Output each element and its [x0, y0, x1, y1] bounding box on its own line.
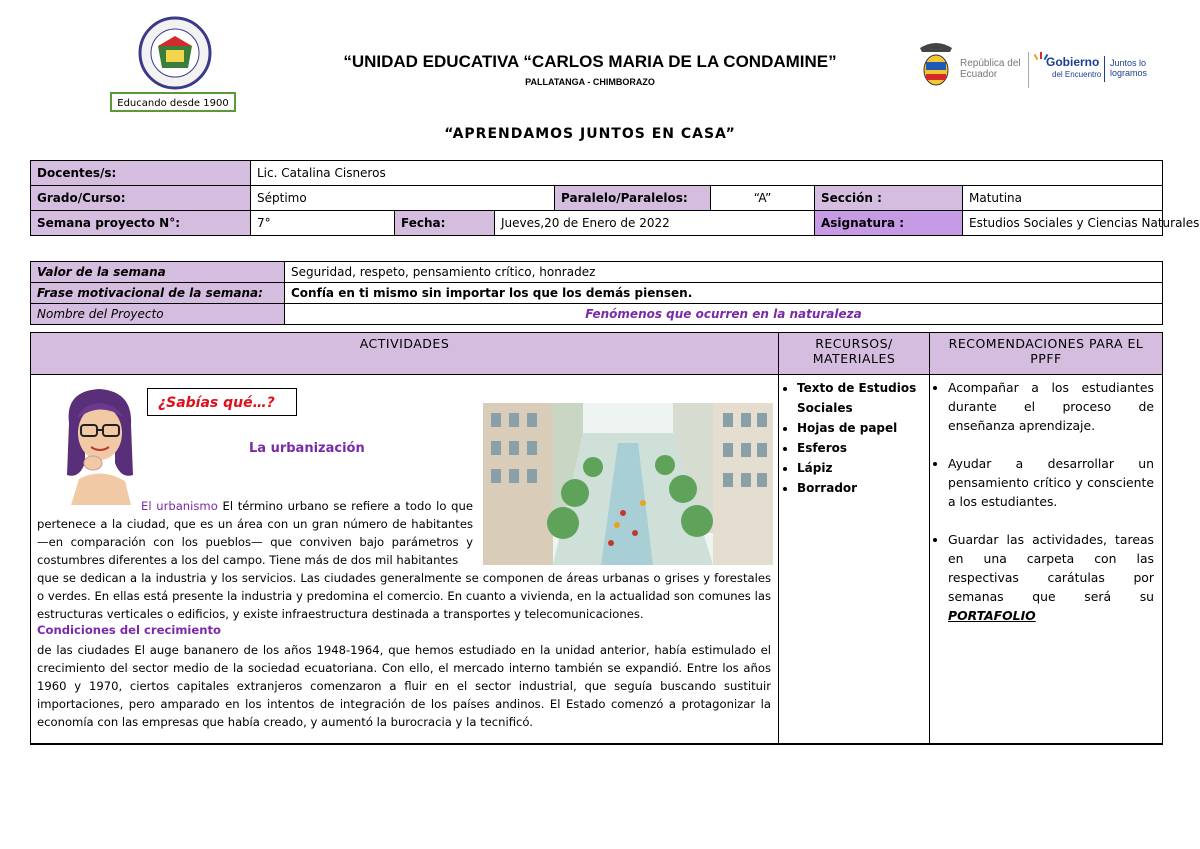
- divider: [1104, 56, 1105, 82]
- docentes-value: Lic. Catalina Cisneros: [251, 161, 1163, 186]
- recursos-header: RECURSOS/ MATERIALES: [779, 333, 930, 375]
- grado-label: Grado/Curso:: [31, 186, 251, 211]
- lesson-title: La urbanización: [249, 441, 365, 456]
- docentes-label: Docentes/s:: [31, 161, 251, 186]
- urbanization-paragraph: que se dedican a la industria y los servicios. Las ciudades generalmente se componen de áreas urbanas o grises y forestales o verdes. En ellas está presente la industria y predomina el comercio. En cuanto a vivienda, en la actualidad son comunes las estructuras verticales o edificios, y existe infraestructura destinada a transportes y telecomunicaciones.: [37, 571, 771, 621]
- divider: [1028, 52, 1029, 88]
- intro-paragraph: El término urbano se refiere a todo lo que pertenece a la ciudad, que es un área con un gran número de habitantes —en comparación con los pueblos— que conviven bajo parámetros y costumbres diferentes a los del campo. Tiene más de dos mil habitantes: [37, 499, 473, 567]
- nombre-label: Nombre del Proyecto: [31, 304, 285, 325]
- conditions-title: Condiciones del crecimiento: [37, 623, 222, 637]
- resource-item: • Esferos: [797, 438, 925, 458]
- fecha-label: Fecha:: [395, 211, 495, 236]
- recommendations-list: [930, 375, 1162, 625]
- fecha-value: Jueves,20 de Enero de 2022: [495, 211, 815, 236]
- juntos-label: Juntos lo logramos: [1110, 58, 1148, 78]
- project-table: [30, 261, 1163, 325]
- sabias-que-box: ¿Sabías qué…?: [147, 388, 297, 416]
- school-location: PALLATANGA - CHIMBORAZO: [525, 77, 655, 87]
- gobierno-label: Gobierno: [1046, 55, 1100, 69]
- page-subtitle: “APRENDAMOS JUNTOS EN CASA”: [444, 126, 736, 142]
- recommendation-item: [948, 530, 1154, 625]
- resources-cell: [779, 375, 930, 745]
- conditions-paragraph: de las ciudades El auge bananero de los años 1948-1964, que hemos estudiado en la unidad anterior, había estimulado el crecimiento del sector medio de la sociedad ecuatoriana. Con ello, el mercado interno también se expandió. Entre los años 1960 y 1970, ciertos capitales extranjeros comenzaron a fluir en el sector industrial, que seguía buscando sustituir importaciones, pero amparado en los intentos de integración de los países andinos. El Estado comenzó a protagonizar la economía con las empresas que había creado, y aumentó la burocracia y la tecnificó.: [37, 643, 771, 729]
- resource-item: • Texto de Estudios Sociales: [797, 378, 925, 418]
- semana-value: 7°: [251, 211, 395, 236]
- recommendations-cell: [930, 375, 1163, 745]
- actividades-header: ACTIVIDADES: [31, 333, 779, 375]
- teacher-avatar-icon: [51, 383, 151, 505]
- semana-label: Semana proyecto N°:: [31, 211, 251, 236]
- seccion-label: Sección :: [815, 186, 963, 211]
- nombre-value: Fenómenos que ocurren en la naturaleza: [285, 304, 1163, 325]
- activities-table: [30, 332, 1163, 745]
- resource-item: • Hojas de papel: [797, 418, 925, 438]
- school-logo: [136, 16, 214, 90]
- info-table: [30, 160, 1200, 236]
- school-name: “UNIDAD EDUCATIVA “CARLOS MARIA DE LA CONDAMINE”: [343, 52, 837, 71]
- recommendation-text: Guardar las actividades, tareas en una carpeta con las respectivas carátulas por semanas que será su: [948, 532, 1154, 604]
- resource-item: • Borrador: [797, 478, 925, 498]
- encuentro-label: del Encuentro: [1052, 70, 1102, 79]
- recommendation-item: • Acompañar a los estudiantes durante el proceso de enseñanza aprendizaje.: [948, 378, 1154, 435]
- grado-value: Séptimo: [251, 186, 555, 211]
- urbanismo-term: El urbanismo: [141, 499, 218, 513]
- recommendation-item: • Ayudar a desarrollar un pensamiento crítico y consciente a los estudiantes.: [948, 454, 1154, 511]
- school-motto: Educando desde 1900: [110, 92, 236, 112]
- frase-label: Frase motivacional de la semana:: [31, 283, 285, 304]
- seccion-value: Matutina: [963, 186, 1163, 211]
- asignatura-value: Estudios Sociales y Ciencias Naturales: [963, 211, 1163, 236]
- republica-ecuador-label: República del Ecuador: [960, 58, 1021, 80]
- resource-item: • Lápiz: [797, 458, 925, 478]
- portafolio-emphasis: PORTAFOLIO: [948, 608, 1036, 623]
- resources-list: [779, 375, 929, 498]
- recomendaciones-header: RECOMENDACIONES PARA EL PPFF: [930, 333, 1163, 375]
- city-illustration: [483, 403, 773, 565]
- paralelo-label: Paralelo/Paralelos:: [555, 186, 711, 211]
- valor-label: Valor de la semana: [31, 262, 285, 283]
- activity-cell: [31, 375, 779, 745]
- paralelo-value: “A”: [711, 186, 815, 211]
- valor-value: Seguridad, respeto, pensamiento crítico, honradez: [285, 262, 1163, 283]
- ecuador-coat-of-arms-icon: [916, 40, 956, 92]
- frase-value: Confía en ti mismo sin importar los que los demás piensen.: [285, 283, 1163, 304]
- asignatura-label: Asignatura :: [815, 211, 963, 236]
